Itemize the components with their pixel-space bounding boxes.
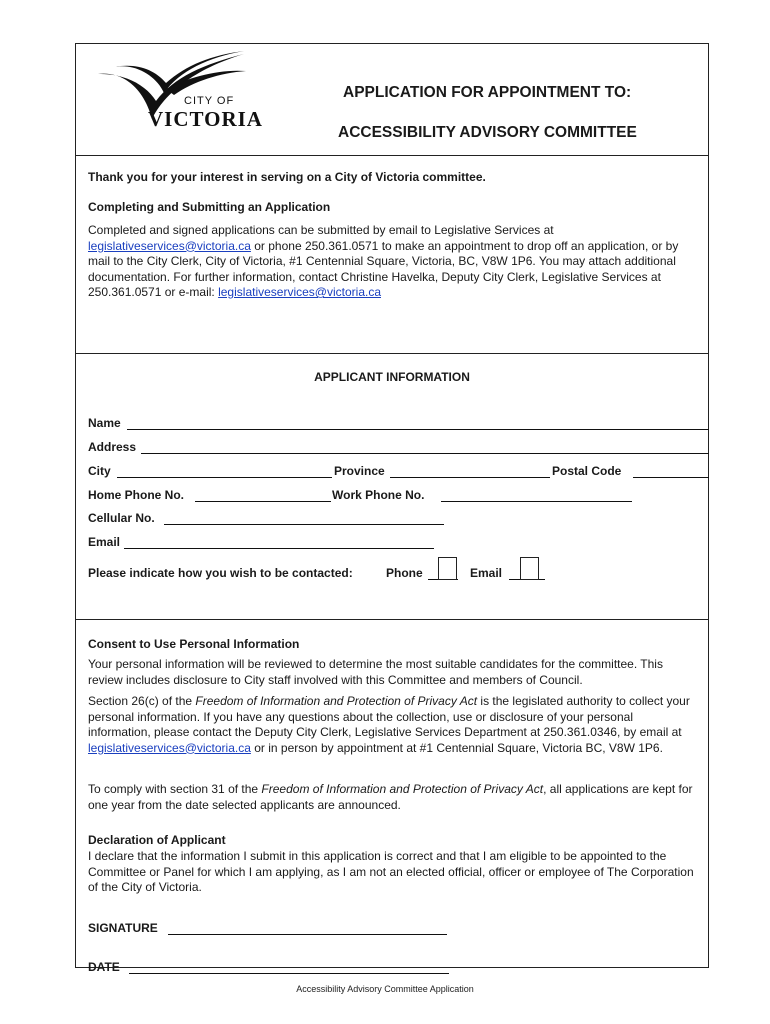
address-field[interactable]	[141, 440, 709, 454]
city-field[interactable]	[117, 464, 332, 478]
intro-section	[76, 156, 708, 354]
home-phone-field[interactable]	[195, 488, 331, 502]
address-label: Address	[88, 440, 137, 454]
logo-city-text: CITY OF	[184, 95, 235, 107]
name-field[interactable]	[127, 416, 709, 430]
name-label: Name	[88, 416, 121, 430]
application-form	[75, 43, 709, 974]
email-field[interactable]	[124, 535, 434, 549]
consent-para2-b: is the legislated authority to collect your personal information. If you have any questions about the collection, use or disclosure of your personal information, please contact the Deputy City Clerk, Legislative Services Department at 250.361.0346, by email at	[88, 694, 690, 739]
consent-para2-a: Section 26(c) of the	[88, 694, 196, 708]
postal-code-label: Postal Code	[552, 464, 622, 478]
act-name: Freedom of Information and Protection of Privacy Act	[261, 782, 544, 796]
completing-heading: Completing and Submitting an Application	[88, 200, 331, 214]
consent-para3-a: To comply with section 31 of the	[88, 782, 262, 796]
form-header	[76, 44, 708, 156]
logo-victoria-text: VICTORIA	[148, 107, 263, 131]
email-link[interactable]: legislativeservices@victoria.ca	[218, 285, 381, 299]
postal-code-field[interactable]	[633, 464, 709, 478]
email-label: Email	[88, 535, 121, 549]
completing-body-part1: Completed and signed applications can be submitted by email to Legislative Services at	[88, 223, 554, 237]
home-phone-label: Home Phone No.	[88, 488, 185, 502]
signature-field[interactable]	[168, 921, 447, 935]
thank-you-text: Thank you for your interest in serving on a City of Victoria committee.	[88, 170, 486, 184]
consent-para1: Your personal information will be reviewed to determine the most suitable candidates for the committee. This review includes disclosure to City staff involved with this Committee and members of Council.	[88, 657, 663, 687]
consent-section	[76, 620, 708, 974]
act-name: Freedom of Information and Protection of Privacy Act	[195, 694, 478, 708]
page-footer: Accessibility Advisory Committee Application	[296, 984, 474, 994]
consent-para3-b: , all applications are kept for one year from the date selected applicants are announced.	[88, 782, 693, 812]
signature-label: SIGNATURE	[88, 921, 158, 935]
city-of-victoria-logo	[94, 49, 279, 131]
email-link[interactable]: legislativeservices@victoria.ca	[88, 740, 251, 755]
province-field[interactable]	[390, 464, 550, 478]
completing-body-part2: or phone 250.361.0571 to make an appointment to drop off an application, or by mail to the City Clerk, City of Victoria, #1 Centennial Square, Victoria, BC, V8W 1P6. You may attach additional documentation. For further information, contact Christine Havelka, Deputy City Clerk, Legislative Services at 250.361.0571 or e-mail:	[88, 238, 679, 299]
form-title-line1: APPLICATION FOR APPOINTMENT TO:	[343, 84, 632, 101]
consent-para3	[88, 782, 698, 813]
contact-phone-checkbox[interactable]	[438, 557, 457, 580]
city-label: City	[88, 464, 111, 478]
date-field[interactable]	[129, 960, 449, 974]
consent-para2	[88, 694, 698, 756]
declaration-text: I declare that the information I submit in this application is correct and that I am eligible to be appointed to the Committee or Panel for which I am applying, as I am not an elected official, officer or employee of The Corporation of the City of Victoria.	[88, 849, 694, 894]
cellular-label: Cellular No.	[88, 511, 155, 525]
applicant-information-section	[76, 354, 708, 620]
contact-email-checkbox[interactable]	[520, 557, 539, 580]
declaration-heading: Declaration of Applicant	[88, 833, 226, 847]
applicant-heading: APPLICANT INFORMATION	[314, 370, 470, 384]
completing-body	[88, 223, 698, 301]
cellular-field[interactable]	[164, 511, 444, 525]
contact-phone-label: Phone	[386, 566, 423, 580]
email-link[interactable]: legislativeservices@victoria.ca	[88, 238, 251, 253]
date-label: DATE	[88, 960, 120, 974]
contact-prompt: Please indicate how you wish to be contacted:	[88, 566, 353, 580]
work-phone-label: Work Phone No.	[332, 488, 425, 502]
consent-heading: Consent to Use Personal Information	[88, 637, 300, 651]
province-label: Province	[334, 464, 385, 478]
contact-email-label: Email	[470, 566, 503, 580]
work-phone-field[interactable]	[441, 488, 632, 502]
consent-para2-c: or in person by appointment at #1 Centennial Square, Victoria BC, V8W 1P6.	[250, 740, 663, 755]
form-title-line2: ACCESSIBILITY ADVISORY COMMITTEE	[338, 124, 637, 141]
